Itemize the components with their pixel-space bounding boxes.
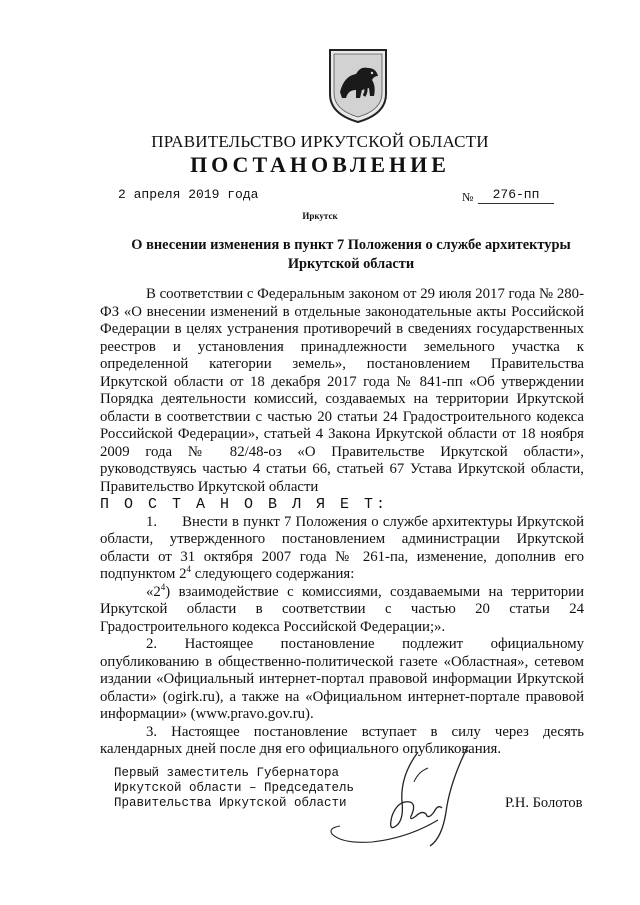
number-label: № xyxy=(462,190,474,204)
preamble-paragraph: В соответствии с Федеральным законом от 29 июля 2017 года № 280-ФЗ «О внесении изменений в отдельные законодательные акты Российской Федерации в целях устранения противоречий в сведениях государственных реестров и установления принадлежности земельного участка к определенной категории земель», постановлением Правительства Иркутской области от 18 декабря 2017 года № 841-пп «Об утверждении Порядка деятельности комиссий, создаваемых на территории Иркутской области в соответствии с частью 20 статьи 24 Градостроительного кодекса Российской Федерации», статьей 4 Закона Иркутской области от 18 ноября 2009 года № 82/48-оз «О Правительстве Иркутской области», руководствуясь частью 4 статьи 66, статьей 67 Устава Иркутской области, Правительство Иркутской области xyxy=(100,286,584,495)
subitem-paragraph xyxy=(100,581,584,637)
handwritten-signature xyxy=(318,742,478,852)
government-name: ПРАВИТЕЛЬСТВО ИРКУТСКОЙ ОБЛАСТИ xyxy=(151,132,489,151)
decree-line xyxy=(100,496,584,514)
city-name: Иркутск xyxy=(302,211,338,221)
item-1-paragraph xyxy=(100,514,584,584)
signatory-line-2: Иркутской области – Председатель xyxy=(114,781,355,795)
subitem-text: ) взаимодействие с комиссиями, создаваемыми на территории Иркутской области в соответствии с частью 20 статьи 24 Градостроительного кодекса Российской Федерации;». xyxy=(100,583,584,635)
item-1-number: 1. xyxy=(146,513,158,530)
decree-word: П О С Т А Н О В Л Я Е Т: xyxy=(100,496,389,513)
item-1-tail: следующего содержания: xyxy=(191,566,355,582)
document-number: 276-пп xyxy=(478,187,554,204)
signatory-line-1: Первый заместитель Губернатора xyxy=(114,766,340,780)
signatory-name: Р.Н. Болотов xyxy=(505,795,583,811)
item-2-paragraph: 2. Настоящее постановление подлежит официальному опубликованию в общественно-политической газете «Областная», сетевом издании «Официальный интернет-портал правовой информации Иркутской области» (ogirk.ru), а также на «Официальном интернет-портале правовой информации» (www.pravo.gov.ru). xyxy=(100,636,584,722)
item-1-superscript: 4 xyxy=(186,564,191,575)
coat-of-arms-emblem xyxy=(326,46,390,124)
document-body xyxy=(100,286,584,759)
signatory-line-3: Правительства Иркутской области xyxy=(114,796,347,810)
subitem-open: «2 xyxy=(146,583,161,600)
item-3-paragraph: 3. Настоящее постановление вступает в силу через десять календарных дней после дня его официального опубликования. xyxy=(100,723,584,757)
subitem-superscript: 4 xyxy=(160,581,166,592)
item-1-text: Внести в пункт 7 Положения о службе архитектуры Иркутской области, утвержденного постановлением администрации Иркутской области от 31 октября 2007 года № 261-па, изменение, дополнив его подпунктом 2 xyxy=(100,513,584,582)
document-date: 2 апреля 2019 года xyxy=(118,187,259,202)
document-type-title: ПОСТАНОВЛЕНИЕ xyxy=(190,152,450,177)
document-heading: О внесении изменения в пункт 7 Положения о службе архитектуры Иркутской области xyxy=(131,237,571,272)
